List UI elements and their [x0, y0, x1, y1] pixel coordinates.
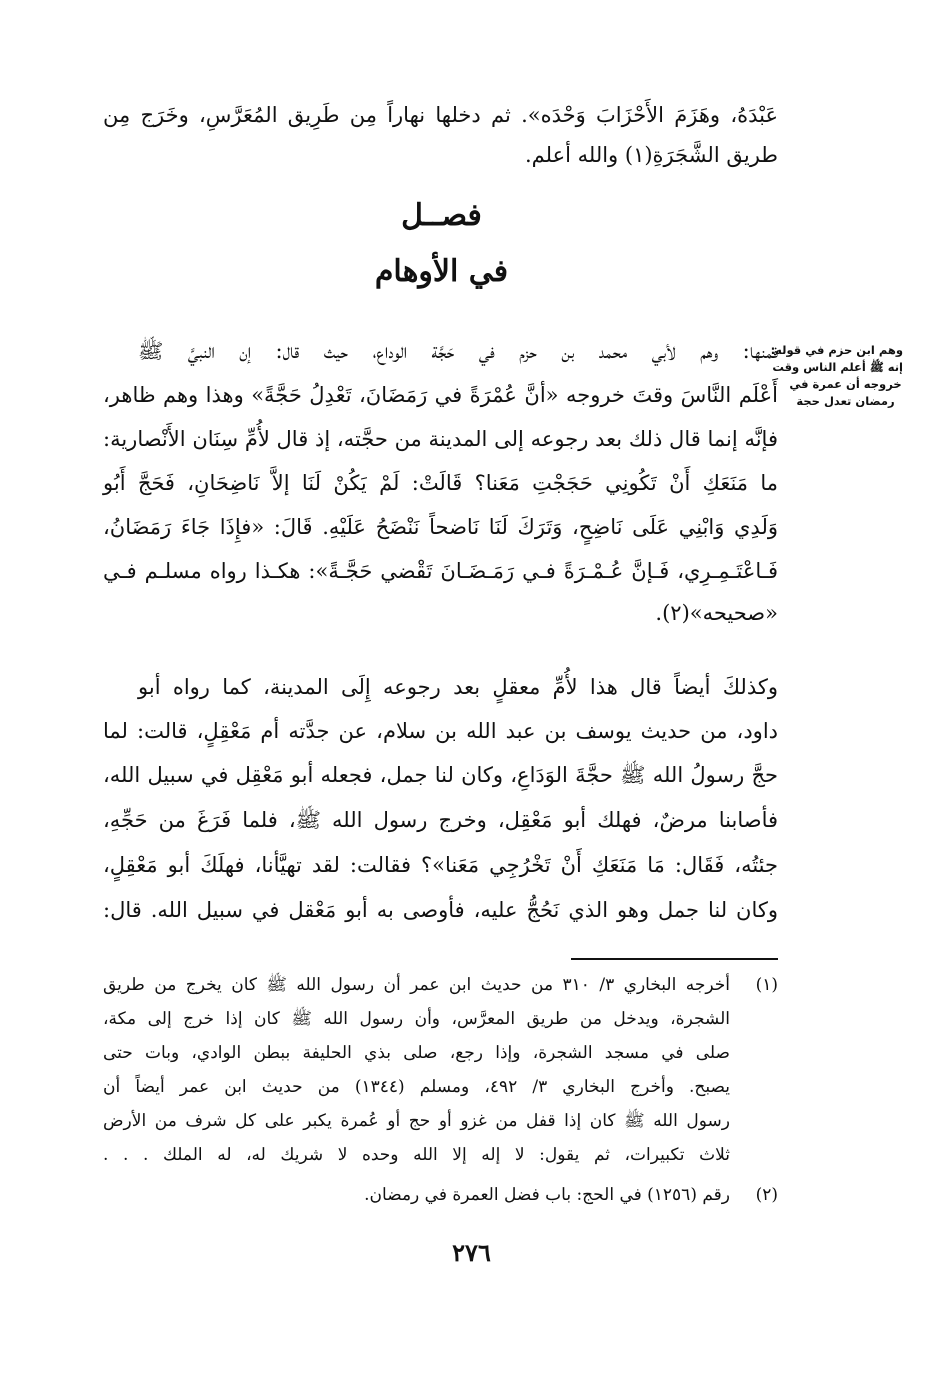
- paragraph-line: ما مَنَعَكِ أَنْ تَكُونِي حَجَجْتِ مَعَنا؟ قَالَتْ: لَمْ يَكُنْ لَنَا إلاَّ نَاضِحَانِ، فَحَجَّ أَبُو: [103, 471, 778, 495]
- page-number: ٢٧٦: [452, 1238, 491, 1267]
- margin-note-line: خروجه أن عمرة في: [789, 377, 902, 391]
- paragraph-line: وكان لنا جمل وهو الذي نَحُجُّ عليه، فأوصى به أبو مَعْقل في سبيل الله. قال:: [103, 898, 778, 922]
- paragraph-line: وَلَدِي وَابْنِي عَلَى نَاضِحٍ، وَتَرَكَ لَنَا نَاضحاً نَنْضَحُ عَلَيْهِ. قَالَ: «فإِذَا جَاءَ رَمَضَانُ،: [103, 515, 778, 539]
- footnote-divider: [571, 958, 778, 960]
- intro-line: عَبْدَهُ، وهَزَمَ الأَحْزَابَ وَحْدَه». ثم دخلها نهاراً مِن طَرِيق المُعَرَّسِ، وخَرَج مِن: [103, 103, 778, 127]
- footnote-line: رسول الله ﷺ كان إذا قفل من غزو أو حج أو عُمرة يكبر على كل شرف من الأرض: [103, 1111, 730, 1131]
- margin-note-line: وهم ابن حزم في قوله:: [770, 343, 903, 357]
- paragraph-line: أَعْلَم النَّاسَ وقتَ خروجه «أنَّ عُمْرَةً في رَمَضَانَ، تَعْدِلُ حَجَّةً» وهذا وهم ظاهر،: [103, 383, 778, 407]
- paragraph-line: فمنها: وهم لأبي محمد بن حزم في حَجَّة الوداع، حيث قال: إن النبيَّ ﷺ: [138, 339, 778, 363]
- paragraph-line: فإنَّه إنما قال ذلك بعد رجوعه إلى المدينة من حجَّته، إذ قال لأُمِّ سِنَان الأَنْصارية:: [103, 427, 778, 451]
- footnote-line: رقم (١٢٥٦) في الحج: باب فضل العمرة في رمضان.: [364, 1185, 730, 1205]
- intro-line: طريق الشَّجَرَةِ(١) والله أعلم.: [524, 143, 778, 167]
- margin-note-line: إنه ﷺ أعلم الناس وقت: [772, 360, 903, 374]
- margin-note: [770, 342, 903, 410]
- margin-note-line: رمضان تعدل حجة: [796, 394, 895, 408]
- paragraph-line: داود، من حديث يوسف بن عبد الله بن سلام، عن جدَّته أم مَعْقِلٍ، قالت: لما: [103, 719, 779, 743]
- footnote-number: (١): [755, 975, 778, 995]
- footnote-line: أخرجه البخاري ٣/ ٣١٠ من حديث ابن عمر أن رسول الله ﷺ كان يخرج من طريق: [103, 975, 731, 995]
- section-title: فصــل: [401, 198, 482, 233]
- paragraph-line: فَـاعْتَـمِـرِي، فَـإنَّ عُـمْـرَةً فـي رَمَـضَـانَ تَقْضي حَجَّـةً»: هكـذا رواه مسلـم فـي: [103, 559, 778, 583]
- paragraph-line: وكذلكَ أيضاً قال هذا لأُمِّ معقلٍ بعد رجوعه إِلَى المدينة، كما رواه أبو: [138, 675, 778, 699]
- paragraph-line: حجَّ رسولُ الله ﷺ حجَّةَ الوَدَاعِ، وكان لنا جمل، فجعله أبو مَعْقِل في سبيل الله،: [103, 763, 778, 787]
- footnote-number: (٢): [755, 1185, 778, 1205]
- paragraph-line: فأصابنا مرضٌ، فهلك أبو مَعْقِل، وخرج رسول الله ﷺ، فلما فَرَغَ من حَجِّهِ،: [103, 808, 778, 832]
- footnote-line: ثلاث تكبيرات، ثم يقول: لا إله إلا الله وحده لا شريك له، له الملك . . .: [103, 1145, 730, 1165]
- paragraph-line: «صحيحه»(٢).: [655, 601, 778, 625]
- paragraph-line: جئتُه، فَقَال: مَا مَنَعَكِ أَنْ تَخْرُجِي مَعَنا»؟ فقالت: لقد تهيَّأنا، فهلَكَ أبو مَعْقِلٍ،: [103, 853, 778, 877]
- footnote-line: يصبح. وأخرج البخاري ٣/ ٤٩٢، ومسلم (١٣٤٤) من حديث ابن عمر أيضاً أن: [103, 1077, 730, 1097]
- section-subtitle: في الأوهام: [374, 254, 509, 289]
- footnote-line: الشجرة، ويدخل من طريق المعرَّس، وأن رسول الله ﷺ كان إذا خرج إلى مكة،: [103, 1009, 731, 1029]
- footnote-line: صلى في مسجد الشجرة، وإذا رجع، صلى بذي الحليفة ببطن الوادي، وبات حتى: [103, 1043, 730, 1063]
